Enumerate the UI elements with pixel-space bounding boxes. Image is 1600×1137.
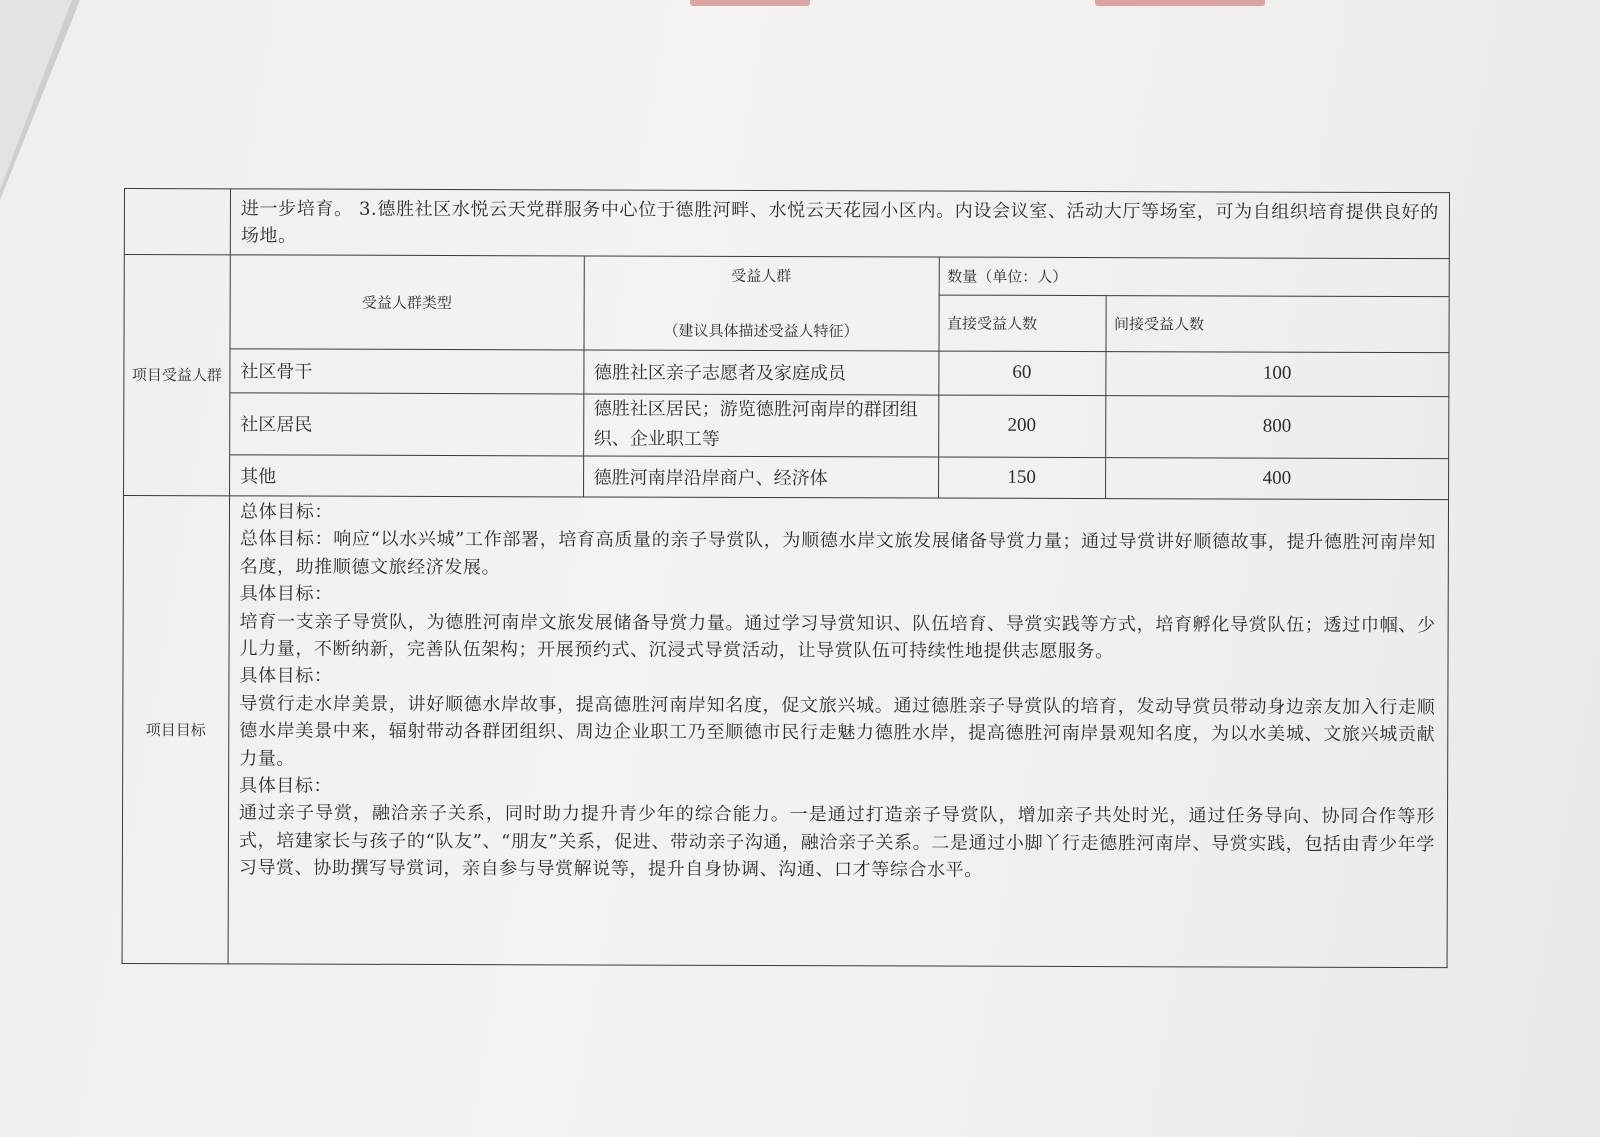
row-indirect: 100 <box>1105 351 1448 396</box>
goal-paragraph: 通过亲子导赏，融洽亲子关系，同时助力提升青少年的综合能力。一是通过打造亲子导赏队，增加亲子共处时光，通过任务导向、协同合作等形式，培建家长与孩子的“队友”、“朋友”关系，促进、带动亲子沟通，融洽亲子关系。二是通过小脚丫行走德胜河南岸、导赏实践，包括由青少年学习导赏、协助撰写导赏词，亲自参与导赏解说等，提升自身协调、沟通、口才等综合水平。 <box>238 802 1436 881</box>
beneficiaries-label: 项目受益人群 <box>124 255 231 496</box>
row-type: 社区骨干 <box>230 348 583 393</box>
goal-heading: 具体目标： <box>239 665 333 688</box>
goal-paragraph: 培育一支亲子导赏队，为德胜河南岸文旅发展储备导赏力量。通过学习导赏知识、队伍培育、导赏实践等方式，培育孵化导赏队伍；透过巾帼、少儿力量，不断纳新，完善队伍架构；开展预约式、沉浸式导赏活动，让导赏队伍可持续性地提供志愿服务。 <box>239 610 1436 663</box>
main-table <box>122 188 1450 968</box>
header-row-1 <box>231 255 1449 296</box>
header-direct: 直接受益人数 <box>938 295 1105 352</box>
red-stamp-fragment <box>1095 0 1265 6</box>
table-row <box>230 392 1448 458</box>
row-indirect: 400 <box>1105 457 1448 499</box>
table-row <box>230 348 1448 396</box>
header-group <box>583 256 938 350</box>
intro-label-cell <box>124 189 230 255</box>
folded-corner <box>0 0 72 190</box>
goal-heading: 具体目标： <box>239 583 333 605</box>
header-type: 受益人群类型 <box>230 255 583 349</box>
goals-content <box>228 496 1448 968</box>
beneficiaries-cell <box>230 255 1450 500</box>
goal-heading: 具体目标： <box>239 775 333 797</box>
header-indirect: 间接受益人数 <box>1105 295 1448 352</box>
header-group-title: 受益人群 <box>731 267 792 286</box>
row-direct: 200 <box>938 395 1105 458</box>
header-group-note: （建议具体描述受益人特征） <box>663 321 859 341</box>
goal-heading: 总体目标： <box>239 501 334 523</box>
goal-paragraph: 总体目标：响应“以水兴城”工作部署，培育高质量的亲子导赏队，为顺德水岸文旅发展储备导赏力量；通过导赏讲好顺德故事，提升德胜河南岸知名度，助推顺德文旅经济发展。 <box>239 528 1436 578</box>
row-type: 社区居民 <box>230 392 583 455</box>
beneficiaries-table <box>230 255 1449 499</box>
project-table <box>122 188 1450 968</box>
intro-text: 进一步培育。 3.德胜社区水悦云天党群服务中心位于德胜河畔、水悦云天花园小区内。内设会议室、活动大厅等场室，可为自组织培育提供良好的场地。 <box>230 189 1449 259</box>
goals-label: 项目目标 <box>122 496 229 964</box>
row-direct: 150 <box>938 457 1105 499</box>
intro-row <box>124 189 1449 259</box>
red-stamp-fragment <box>690 0 810 6</box>
row-direct: 60 <box>938 351 1105 396</box>
goals-row <box>122 496 1448 968</box>
table-row <box>230 454 1448 499</box>
beneficiaries-row <box>124 255 1450 500</box>
row-indirect: 800 <box>1105 395 1448 458</box>
goal-paragraph: 导赏行走水岸美景，讲好顺德水岸故事，提高德胜河南岸知名度，促文旅兴城。通过德胜亲子导赏队的培育，发动导赏员带动身边亲友加入行走顺德水岸美景中来，辐射带动各群团组织、周边企业职工乃至顺德市民行走魅力德胜水岸，提高德胜河南岸景观知名度，为以水美城、文旅兴城贡献力量。 <box>239 693 1436 770</box>
row-type: 其他 <box>230 454 583 496</box>
row-group: 德胜社区亲子志愿者及家庭成员 <box>583 349 938 394</box>
header-quantity: 数量（单位：人） <box>939 258 1449 297</box>
row-group: 德胜河南岸沿岸商户、经济体 <box>583 455 938 497</box>
row-group: 德胜社区居民；游览德胜河南岸的群团组织、企业职工等 <box>583 393 938 456</box>
